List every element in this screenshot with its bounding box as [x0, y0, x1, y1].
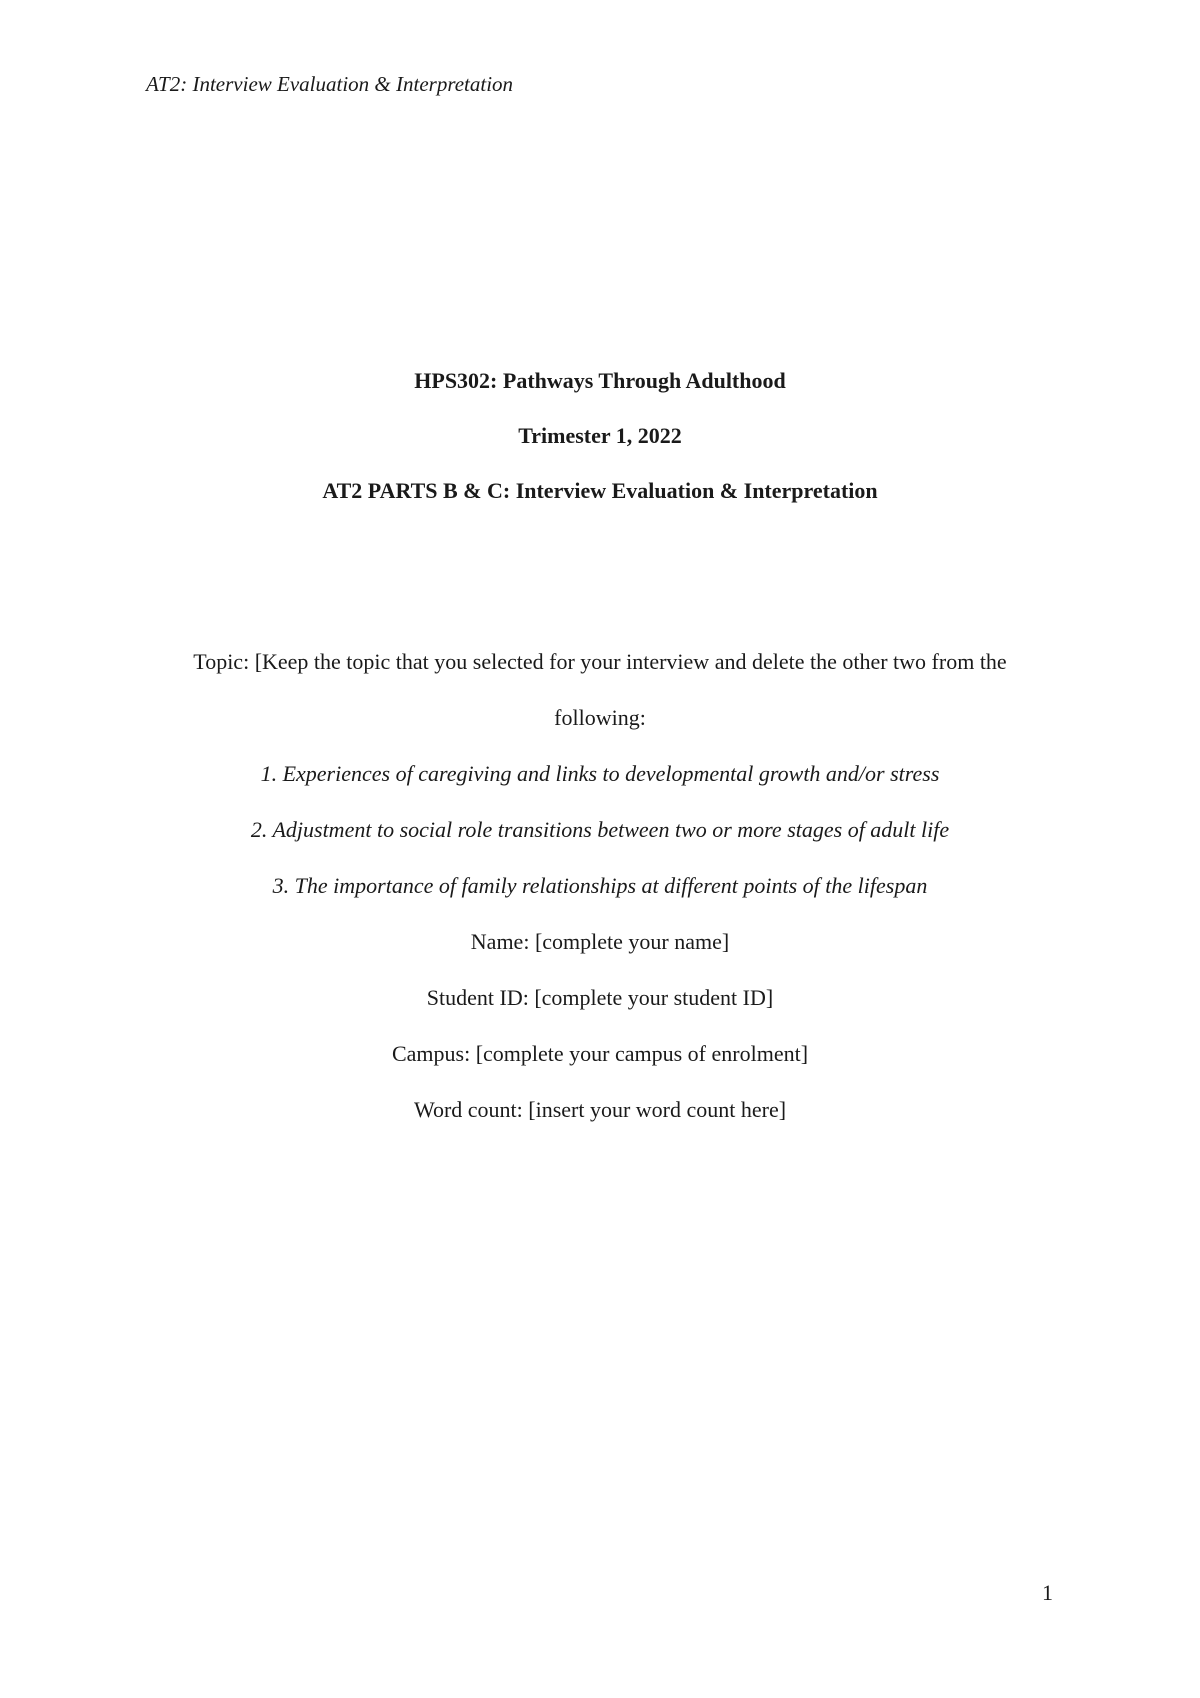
title-block [0, 367, 1200, 505]
topic-intro-line-2: following: [554, 705, 646, 730]
name-field: Name: [complete your name] [470, 929, 730, 954]
word-count-field: Word count: [insert your word count here] [413, 1097, 787, 1122]
cover-details [140, 648, 1060, 1152]
topic-option-2: 2. Adjustment to social role transitions between two or more stages of adult life [250, 817, 950, 842]
student-id-field: Student ID: [complete your student ID] [426, 985, 774, 1010]
course-title: HPS302: Pathways Through Adulthood [414, 368, 786, 393]
topic-option-3: 3. The importance of family relationships at different points of the lifespan [272, 873, 928, 898]
topic-option-1: 1. Experiences of caregiving and links to developmental growth and/or stress [260, 761, 940, 786]
page-number: 1 [1042, 1580, 1053, 1605]
assessment-title: AT2 PARTS B & C: Interview Evaluation & Interpretation [322, 478, 878, 503]
topic-intro-line-1: Topic: [Keep the topic that you selected for your interview and delete the other two from the [193, 649, 1007, 674]
term-title: Trimester 1, 2022 [518, 423, 682, 448]
running-head: AT2: Interview Evaluation & Interpretation [146, 72, 514, 96]
campus-field: Campus: [complete your campus of enrolment] [391, 1041, 809, 1066]
